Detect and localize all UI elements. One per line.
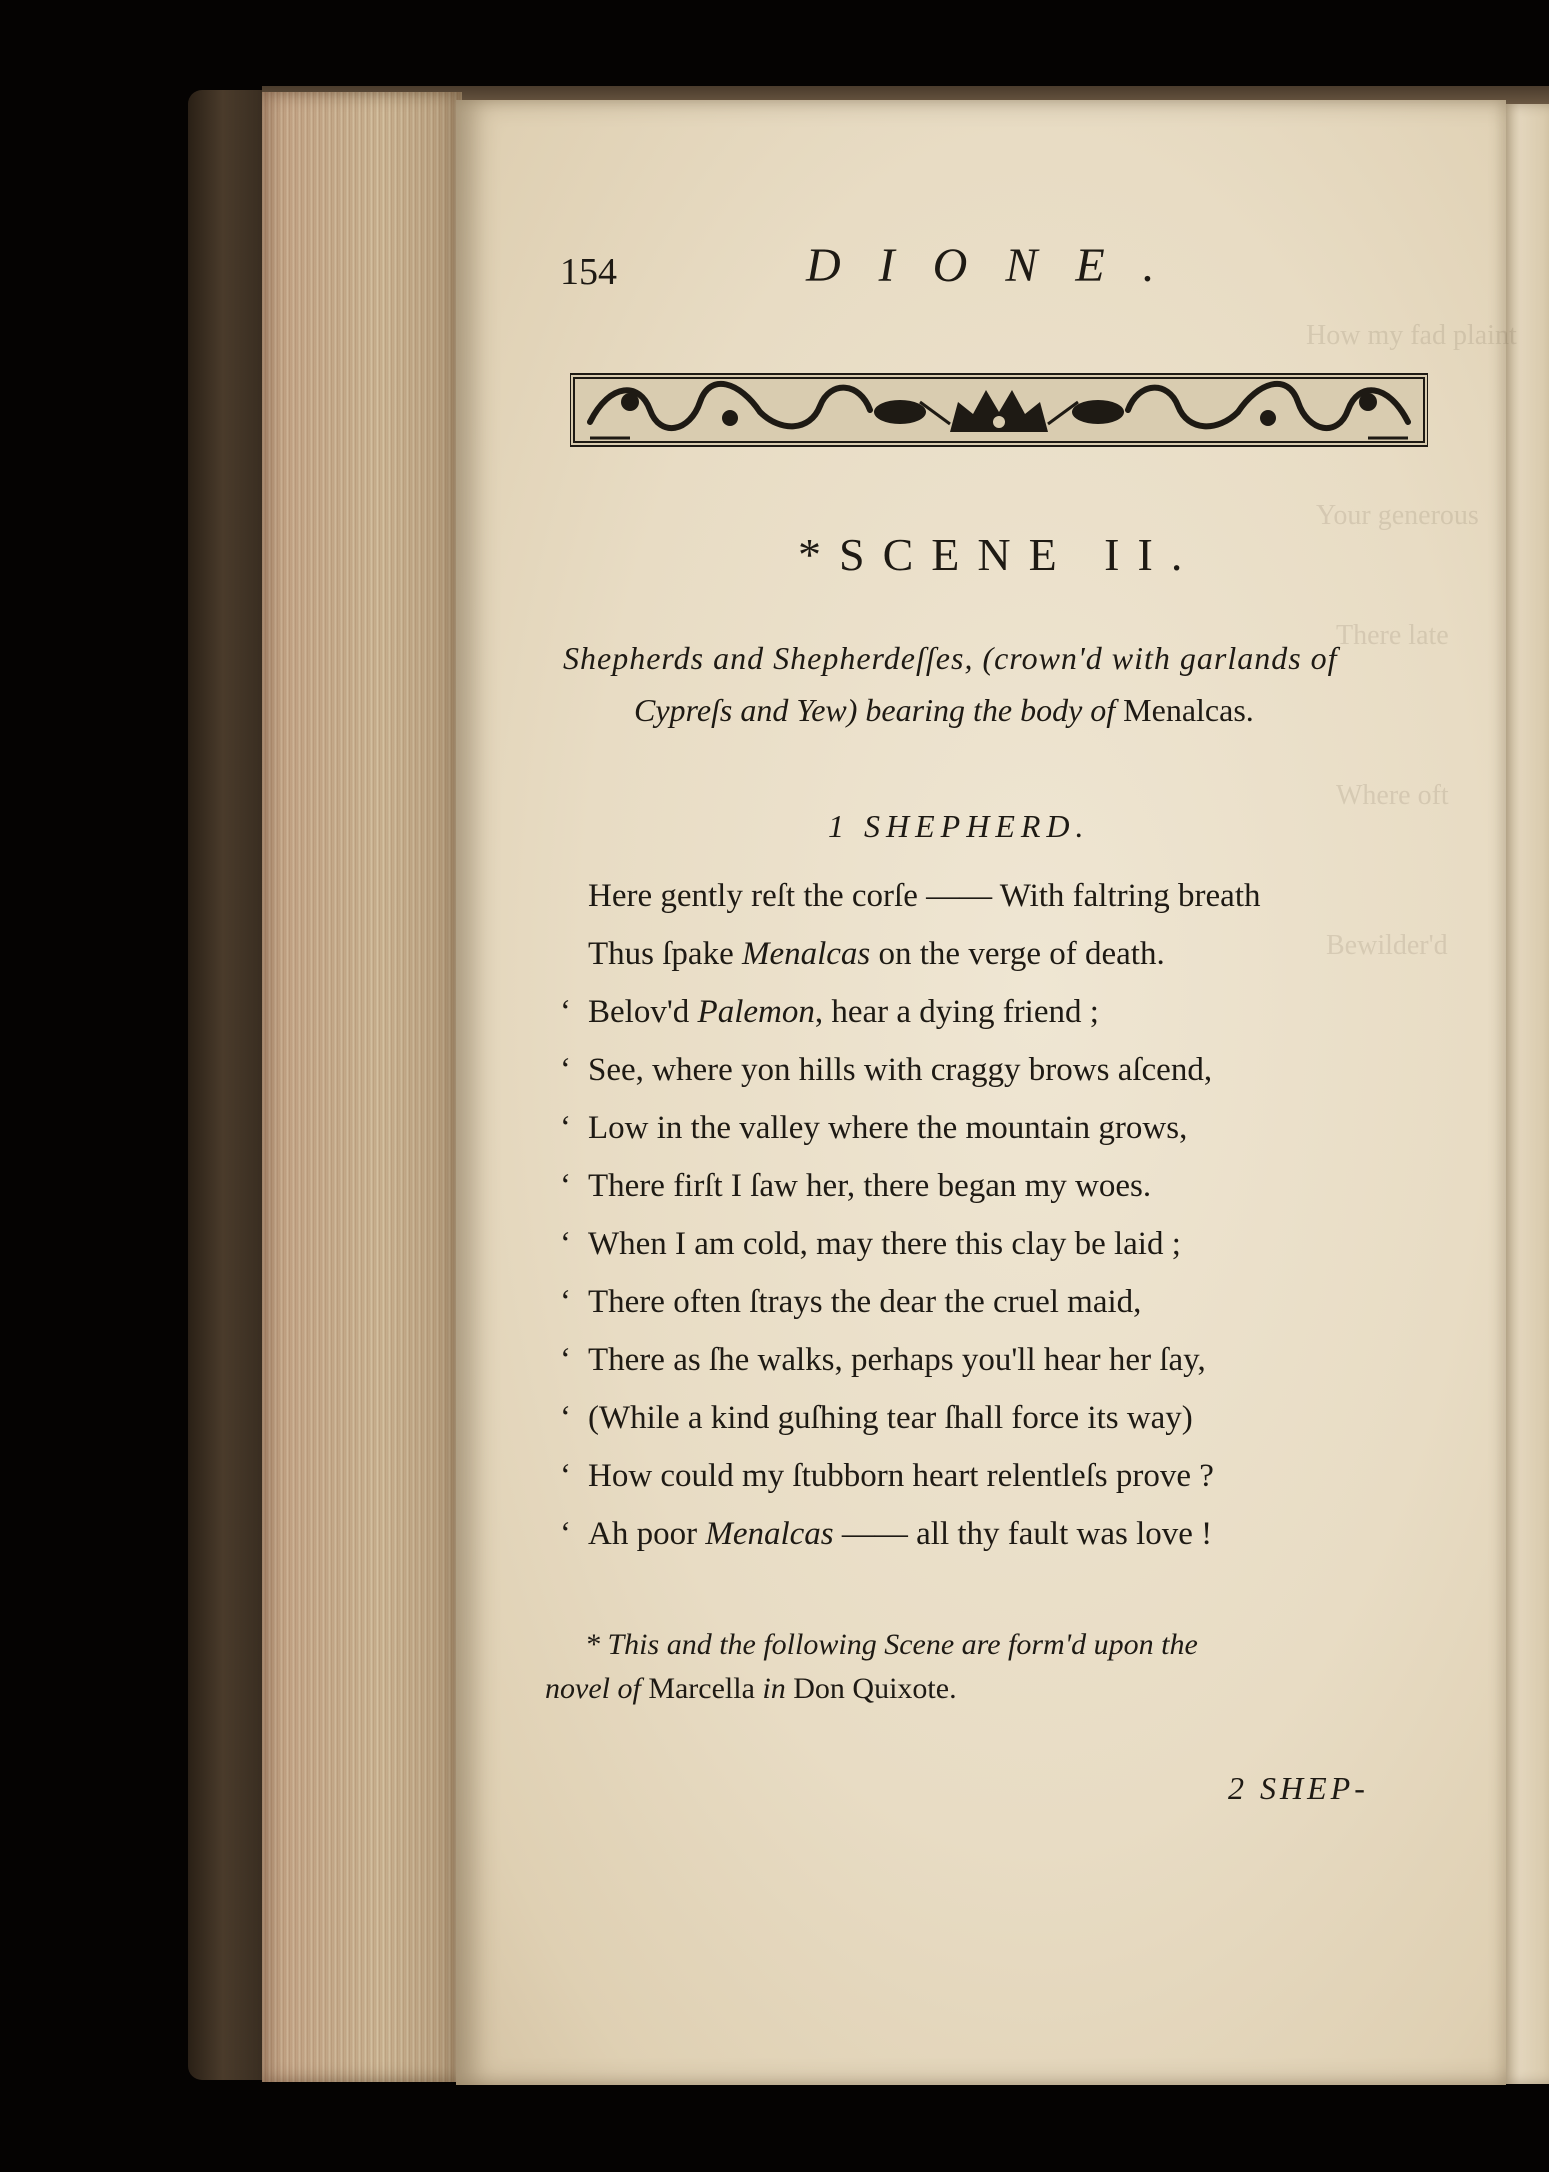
show-through-text: How my fad plaint xyxy=(1306,320,1517,351)
verse-fragment: on the verge of death. xyxy=(870,936,1165,972)
footnote-fragment: Marcella xyxy=(640,1672,763,1705)
verse-line xyxy=(560,1052,1212,1089)
quote-mark: ‘ xyxy=(560,1458,571,1494)
quote-mark: ‘ xyxy=(560,1400,571,1436)
page-number: 154 xyxy=(560,251,617,293)
verse-line xyxy=(560,1110,1187,1147)
verse-fragment: Menalcas xyxy=(705,1516,834,1552)
facing-page-edge xyxy=(1500,104,1549,2084)
footnote-line-2 xyxy=(545,1672,957,1706)
stage-direction-line-2 xyxy=(634,692,1254,729)
show-through-text: Your generous xyxy=(1316,500,1479,531)
footnote-line-1: * This and the following Scene are form'd upon the xyxy=(585,1628,1198,1661)
footnote-fragment: novel of xyxy=(545,1672,641,1705)
scene-title: *SCENE II. xyxy=(798,529,1201,580)
show-through-text: There late xyxy=(1336,620,1449,651)
verse-line xyxy=(560,1516,1212,1553)
verse-fragment: Ah poor xyxy=(588,1516,706,1552)
quote-mark: ‘ xyxy=(560,1284,571,1320)
verse-fragment: There often ſtrays the dear the cruel maid, xyxy=(588,1284,1142,1320)
verse-line xyxy=(560,1400,1193,1437)
footnote-fragment: Don Quixote. xyxy=(785,1672,957,1705)
quote-mark: ‘ xyxy=(560,1110,571,1146)
decorative-headpiece xyxy=(570,362,1428,458)
verse-fragment: Belov'd xyxy=(588,994,698,1030)
verse-fragment: Menalcas xyxy=(741,936,871,972)
speaker-heading: 1 SHEPHERD. xyxy=(828,808,1090,844)
verse-fragment: There firſt I ſaw her, there began my woes. xyxy=(588,1168,1152,1204)
quote-mark: ‘ xyxy=(560,1516,571,1552)
verse-fragment: (While a kind guſhing tear ſhall force its way) xyxy=(588,1400,1193,1436)
footnote-fragment: in xyxy=(762,1672,786,1705)
verse-line xyxy=(560,878,1261,915)
show-through-text: Where oft xyxy=(1336,780,1449,811)
quote-mark: ‘ xyxy=(560,1052,571,1088)
verse-line xyxy=(560,994,1099,1031)
quote-mark: ‘ xyxy=(560,994,571,1030)
verse-line xyxy=(560,1226,1181,1263)
verse-fragment: When I am cold, may there this clay be laid ; xyxy=(588,1226,1181,1262)
verse-line xyxy=(560,1284,1141,1321)
verse-line xyxy=(560,936,1165,973)
verse-fragment: Thus ſpake xyxy=(588,936,742,972)
verse-fragment: , hear a dying friend ; xyxy=(814,994,1099,1030)
quote-mark: ‘ xyxy=(560,1342,571,1378)
verse-fragment: There as ſhe walks, perhaps you'll hear her ſay, xyxy=(588,1342,1206,1378)
stage-direction-roman: Menalcas. xyxy=(1123,692,1254,728)
verse-fragment: Palemon xyxy=(697,994,815,1030)
running-head: DIONE. xyxy=(806,239,1193,292)
verse-fragment: How could my ſtubborn heart relentleſs prove ? xyxy=(588,1458,1214,1494)
show-through-text: Bewilder'd xyxy=(1326,930,1448,961)
verse-line xyxy=(560,1168,1151,1205)
verse-fragment: See, where yon hills with craggy brows aſcend, xyxy=(588,1052,1213,1088)
verse-fragment: Low in the valley where the mountain grows, xyxy=(588,1110,1188,1146)
quote-mark: ‘ xyxy=(560,1226,571,1262)
verse-fragment: —— all thy fault was love ! xyxy=(833,1516,1213,1552)
verse-fragment: Here gently reſt the corſe —— With faltring breath xyxy=(588,878,1261,914)
stage-direction-italic: Cypreſs and Yew) bearing the body of xyxy=(634,692,1116,728)
verse-line xyxy=(560,1342,1206,1379)
verse-line xyxy=(560,1458,1214,1495)
stage-direction-line-1: Shepherds and Shepherdeſſes, (crown'd with garlands of xyxy=(563,640,1338,676)
page-edges xyxy=(262,92,462,2082)
catchword: 2 SHEP- xyxy=(1228,1770,1369,1806)
quote-mark: ‘ xyxy=(560,1168,571,1204)
